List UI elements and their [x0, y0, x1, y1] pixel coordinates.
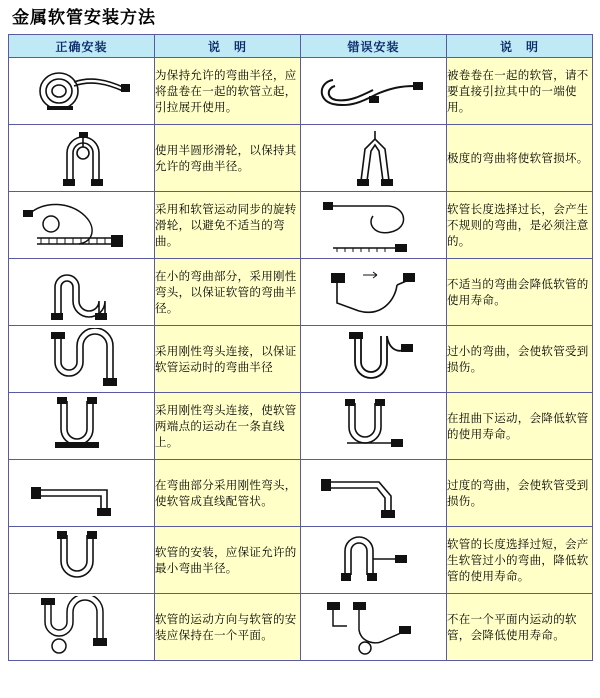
improper-bend-icon: [303, 261, 445, 323]
figure-cell-wrong: [301, 460, 447, 527]
column-header-correct-desc: 说 明: [155, 35, 301, 58]
coiled-hose-pulled-icon: [303, 60, 445, 122]
table-row: [9, 58, 593, 125]
excessive-bend-icon: [303, 462, 445, 524]
description-cell-wrong: 不适当的弯曲会降低软管的使用寿命。: [447, 259, 593, 326]
page-title: 金属软管安装方法: [12, 8, 156, 28]
description-cell-correct: 软管的安装，应保证允许的最小弯曲半径。: [155, 527, 301, 594]
table-row: [9, 393, 593, 460]
figure-cell-correct: [9, 460, 155, 527]
long-hose-irregular-bend-icon: [303, 194, 445, 256]
table-row: [9, 326, 593, 393]
description-cell-wrong: 被卷卷在一起的软管，请不要直接引拉其中的一端使用。: [447, 58, 593, 125]
column-header-wrong-install: 错误安装: [301, 35, 447, 58]
description-cell-wrong: 不在一个平面内运动的软管，会降低使用寿命。: [447, 594, 593, 661]
rigid-elbow-small-bend-icon: [11, 261, 153, 323]
column-header-correct-install: 正确安装: [9, 35, 155, 58]
straight-pipe-elbow-icon: [11, 462, 153, 524]
table-row: [9, 125, 593, 192]
minimum-bend-radius-icon: [11, 529, 153, 591]
too-small-bend-icon: [303, 328, 445, 390]
figure-cell-wrong: [301, 326, 447, 393]
table-row: [9, 192, 593, 259]
description-cell-wrong: 软管长度选择过长，会产生不规则的弯曲，是必须注意的。: [447, 192, 593, 259]
figure-cell-wrong: [301, 594, 447, 661]
u-bend-straight-ends-icon: [11, 395, 153, 457]
figure-cell-correct: [9, 259, 155, 326]
rigid-elbow-connection-icon: [11, 328, 153, 390]
figure-cell-wrong: [301, 259, 447, 326]
figure-cell-correct: [9, 594, 155, 661]
figure-cell-wrong: [301, 58, 447, 125]
description-cell-wrong: 极度的弯曲将使软管损坏。: [447, 125, 593, 192]
table-row: [9, 460, 593, 527]
figure-cell-correct: [9, 192, 155, 259]
figure-cell-wrong: [301, 527, 447, 594]
figure-cell-correct: [9, 58, 155, 125]
description-cell-correct: 在小的弯曲部分，采用刚性弯头，以保证软管的弯曲半径。: [155, 259, 301, 326]
figure-cell-correct: [9, 125, 155, 192]
description-cell-wrong: 过度的弯曲，会使软管受到损伤。: [447, 460, 593, 527]
semicircular-pulley-icon: [11, 127, 153, 189]
figure-cell-wrong: [301, 192, 447, 259]
description-cell-wrong: 软管的长度选择过短，会产生软管过小的弯曲，降低软管的使用寿命。: [447, 527, 593, 594]
out-of-plane-motion-icon: [303, 596, 445, 658]
description-cell-correct: 为保持允许的弯曲半径，应将盘卷在一起的软管立起，引拉展开使用。: [155, 58, 301, 125]
rotating-pulley-chain-icon: [11, 194, 153, 256]
description-cell-correct: 采用刚性弯头连接，以保证软管运动时的弯曲半径: [155, 326, 301, 393]
same-plane-motion-icon: [11, 596, 153, 658]
torsion-bend-icon: [303, 395, 445, 457]
installation-methods-table: [8, 34, 593, 661]
figure-cell-wrong: [301, 393, 447, 460]
figure-cell-correct: [9, 527, 155, 594]
figure-cell-correct: [9, 393, 155, 460]
table-header-row: [9, 35, 593, 58]
figure-cell-wrong: [301, 125, 447, 192]
description-cell-correct: 软管的运动方向与软管的安装应保持在一个平面。: [155, 594, 301, 661]
table-row: [9, 594, 593, 661]
coiled-hose-upright-icon: [11, 60, 153, 122]
description-cell-correct: 使用半圆形滑轮，以保持其允许的弯曲半径。: [155, 125, 301, 192]
description-cell-correct: 采用和软管运动同步的旋转滑轮，以避免不适当的弯曲。: [155, 192, 301, 259]
too-long-hose-icon: [303, 529, 445, 591]
column-header-wrong-desc: 说 明: [447, 35, 593, 58]
sharp-bend-kink-icon: [303, 127, 445, 189]
table-row: [9, 527, 593, 594]
table-row: [9, 259, 593, 326]
figure-cell-correct: [9, 326, 155, 393]
description-cell-correct: 采用刚性弯头连接，使软管两端点的运动在一条直线上。: [155, 393, 301, 460]
description-cell-wrong: 过小的弯曲，会使软管受到损伤。: [447, 326, 593, 393]
description-cell-correct: 在弯曲部分采用刚性弯头，使软管成直线配管状。: [155, 460, 301, 527]
description-cell-wrong: 在扭曲下运动，会降低软管的使用寿命。: [447, 393, 593, 460]
